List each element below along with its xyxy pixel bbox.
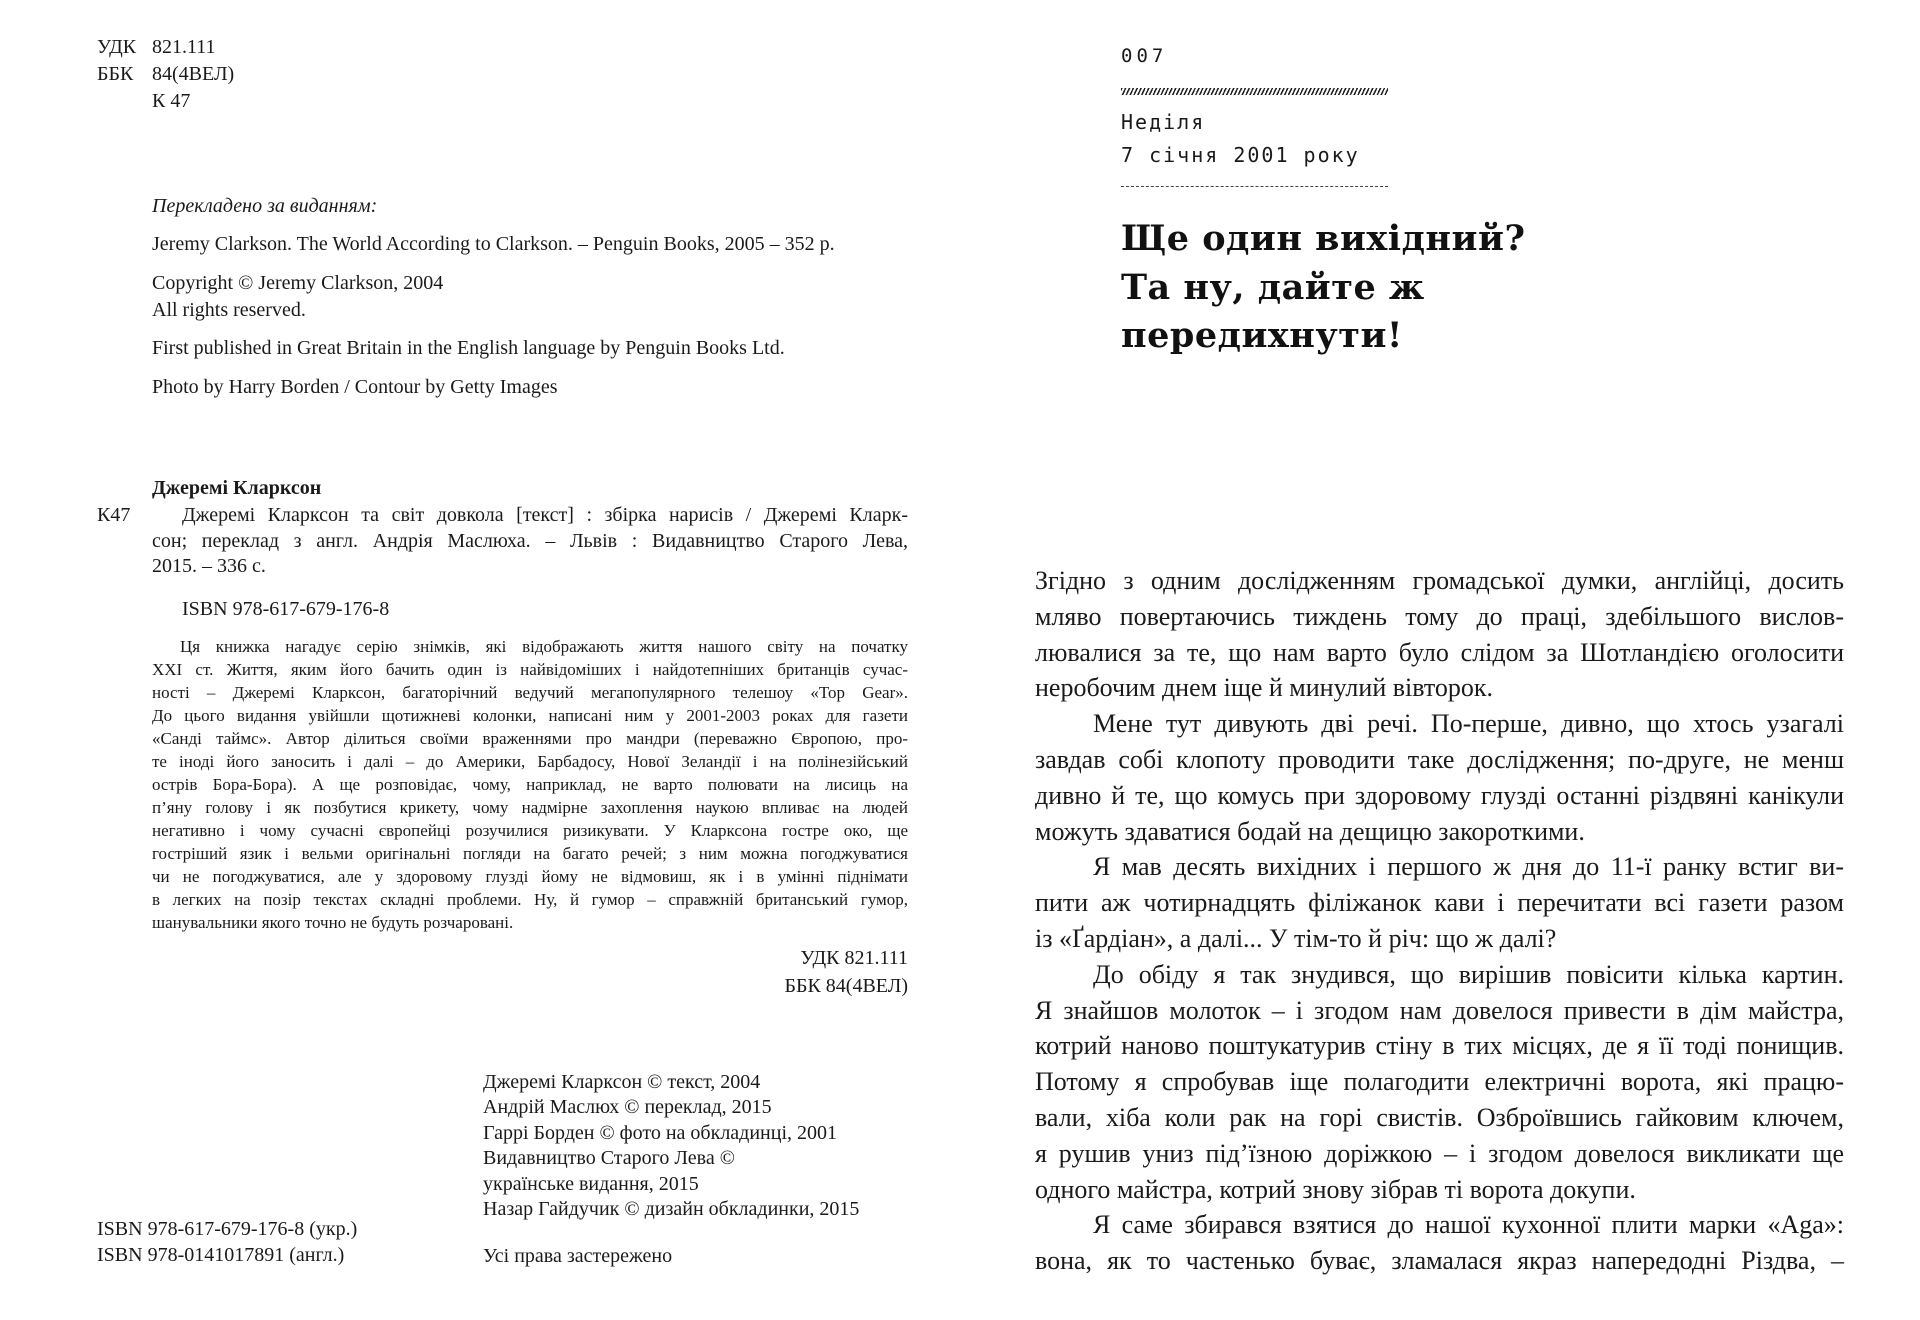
copyright-line: Гаррі Борден © фото на обкладинці, 2001 xyxy=(483,1121,838,1144)
page-number: 007 xyxy=(1121,45,1168,67)
body-line: із «Ґардіан», а далі... У тім-то й річ: що ж далі? xyxy=(1035,923,1557,953)
catalog-code: К47 xyxy=(97,504,131,526)
udk-value: 821.111 xyxy=(152,36,216,58)
copyright-line: Видавництво Старого Лева © xyxy=(483,1147,735,1170)
copyright-line: Copyright © Jeremy Clarkson, 2004 xyxy=(152,272,444,294)
body-line: котрий наново поштукатурив стіну в тих місцях, де я її тоді понищив. xyxy=(1035,1031,1844,1061)
udk-row xyxy=(97,36,216,59)
body-line: Згідно з одним дослідженням громадської думки, англійці, досить xyxy=(1035,566,1844,595)
description-line: гостріший язик і вельми оригінальні погляди на багато речей; з ним можна погоджуватися xyxy=(152,844,908,863)
body-line: Потому я спробував іще полагодити електричні ворота, які працю- xyxy=(1035,1067,1844,1097)
isbn-eng: ISBN 978-0141017891 (англ.) xyxy=(97,1244,345,1266)
catalog-line: сон; переклад з англ. Андрія Маслюха. – Львів : Видавництво Старого Лева, xyxy=(152,529,908,552)
photo-credit: Photo by Harry Borden / Contour by Getty Images xyxy=(152,376,558,398)
body-line: дивно й те, що комусь при здоровому глузді останні різдвяні канікули xyxy=(1035,780,1844,810)
description-line: негативно і чому сучасні європейці розучилися ризикувати. У Кларксона гостре око, ще xyxy=(152,821,908,840)
body-line: вона, як то частенько буває, зламалася якраз напередодні Різдва, – xyxy=(1035,1246,1844,1276)
udk-right: УДК 821.111 xyxy=(800,947,908,969)
udk-label: УДК xyxy=(97,36,137,58)
author-heading: Джеремі Кларксон xyxy=(152,477,322,499)
author-sign-row xyxy=(97,90,190,113)
all-rights-reserved: Усі права застережено xyxy=(483,1245,673,1267)
translated-from-label: Перекладено за виданням: xyxy=(152,195,378,217)
copyright-line: Андрій Маслюх © переклад, 2015 xyxy=(483,1096,772,1119)
body-line: Мене тут дивують дві речі. По-перше, дивно, що хтось узагалі xyxy=(1093,709,1844,739)
copyright-line: українське видання, 2015 xyxy=(483,1172,699,1195)
description-line: шанувальники якого точно не будуть розчаровані. xyxy=(152,913,514,932)
description-line: До цього видання увійшли щотижневі колонки, написані ним у 2001-2003 роках для газети xyxy=(152,706,908,725)
body-line: я рушив униз під’їзною доріжкою – і згодом довелося викликати ще xyxy=(1035,1138,1844,1168)
description-line: ності – Джеремі Кларксон, багаторічний ведучий мегапопулярного телешоу «Top Gear». xyxy=(152,683,908,702)
book-description xyxy=(152,635,908,934)
body-line: мляво повертаючись тиждень тому до праці, здебільшого вислов- xyxy=(1035,601,1844,631)
body-line: одного майстра, котрий знову зібрав ті ворота докупи. xyxy=(1035,1174,1636,1204)
original-edition: Jeremy Clarkson. The World According to Clarkson. – Penguin Books, 2005 – 352 p. xyxy=(152,233,835,255)
body-line: лювалися за те, що нам варто було слідом за Шотландією оголосити xyxy=(1035,637,1844,667)
description-line: «Санді таймс». Автор ділиться своїми враженнями про мандри (переважно Європою, про- xyxy=(152,729,908,748)
body-line: пити аж чотирнадцять філіжанок кави і перечитати всі газети разом xyxy=(1035,888,1844,918)
catalog-entry xyxy=(152,503,908,580)
body-line: До обіду я так знудився, що вирішив повісити кілька картин. xyxy=(1093,959,1844,989)
catalog-line: Джеремі Кларксон та світ довкола [текст] : збірка нарисів / Джеремі Кларк- xyxy=(182,504,908,526)
chapter-title-line: Та ну, дайте ж xyxy=(1121,266,1425,308)
body-text xyxy=(1035,563,1844,1279)
body-line: можуть здаватися бодай на дещицю закороткими. xyxy=(1035,816,1585,846)
body-line: завдав собі клопоту проводити таке дослідження; по-друге, не менш xyxy=(1035,744,1844,774)
chapter-title xyxy=(1121,215,1525,361)
author-sign-value: К 47 xyxy=(152,90,191,112)
description-line: XXI ст. Життя, яким його бачить один із найвідоміших і найдотепніших британців сучас- xyxy=(152,660,908,679)
date-label: 7 січня 2001 року xyxy=(1121,143,1360,167)
chapter-title-line: Ще один вихідний? xyxy=(1121,218,1526,259)
hatched-rule xyxy=(1121,88,1388,95)
description-line: в легких на позір текстах складні проблеми. Ну, й гумор – справжній британський гумор, xyxy=(152,890,908,909)
chapter-title-line: передихнути! xyxy=(1121,315,1403,356)
body-line: неробочим днем іще й минулий вівторок. xyxy=(1035,673,1494,703)
description-line: чи не погоджуватися, але у здоровому глузді йому не відмовиш, як і в умінні піднімати xyxy=(152,867,908,886)
copyright-line: Назар Гайдучик © дизайн обкладинки, 2015 xyxy=(483,1198,860,1221)
rights-line: All rights reserved. xyxy=(152,299,306,321)
copyright-line: Джеремі Кларксон © текст, 2004 xyxy=(483,1071,761,1093)
dashed-rule xyxy=(1121,186,1388,187)
bbk-value: 84(4ВЕЛ) xyxy=(152,63,235,85)
body-line: Я саме збирався взятися до нашої кухонної плити марки «Aga»: xyxy=(1093,1210,1844,1240)
copyright-block xyxy=(483,1070,859,1222)
description-line: п’яну голову і як позбутися крикету, чому надмірне захоплення наукою впливає на людей xyxy=(152,798,908,817)
day-label: Неділя xyxy=(1121,110,1206,134)
first-published: First published in Great Britain in the English language by Penguin Books Ltd. xyxy=(152,337,785,359)
description-line: те іноді його заносить і далі – до Америки, Барбадосу, Нової Зеландії і на полінезійський xyxy=(152,752,908,771)
body-line: Я мав десять вихідних і першого ж дня до 11-ї ранку встиг ви- xyxy=(1093,852,1844,882)
body-line: Я знайшов молоток – і згодом нам довелося привести в дім майстра, xyxy=(1035,995,1844,1025)
bbk-label: ББК xyxy=(97,63,134,85)
body-line: вали, хіба коли рак на горі свистів. Озброївшись гайковим ключем, xyxy=(1035,1102,1844,1132)
isbn-ukr: ISBN 978-617-679-176-8 (укр.) xyxy=(97,1218,358,1240)
bbk-right: ББК 84(4ВЕЛ) xyxy=(784,975,908,997)
isbn: ISBN 978-617-679-176-8 xyxy=(182,598,390,620)
description-line: Ця книжка нагадує серію знімків, які відображають життя нашого світу на початку xyxy=(180,637,908,656)
bbk-row xyxy=(97,63,234,86)
description-line: острів Бора-Бора). А ще розповідає, чому, наприклад, не варто полювати на лисиць на xyxy=(152,775,908,794)
catalog-line: 2015. – 336 с. xyxy=(152,555,266,577)
